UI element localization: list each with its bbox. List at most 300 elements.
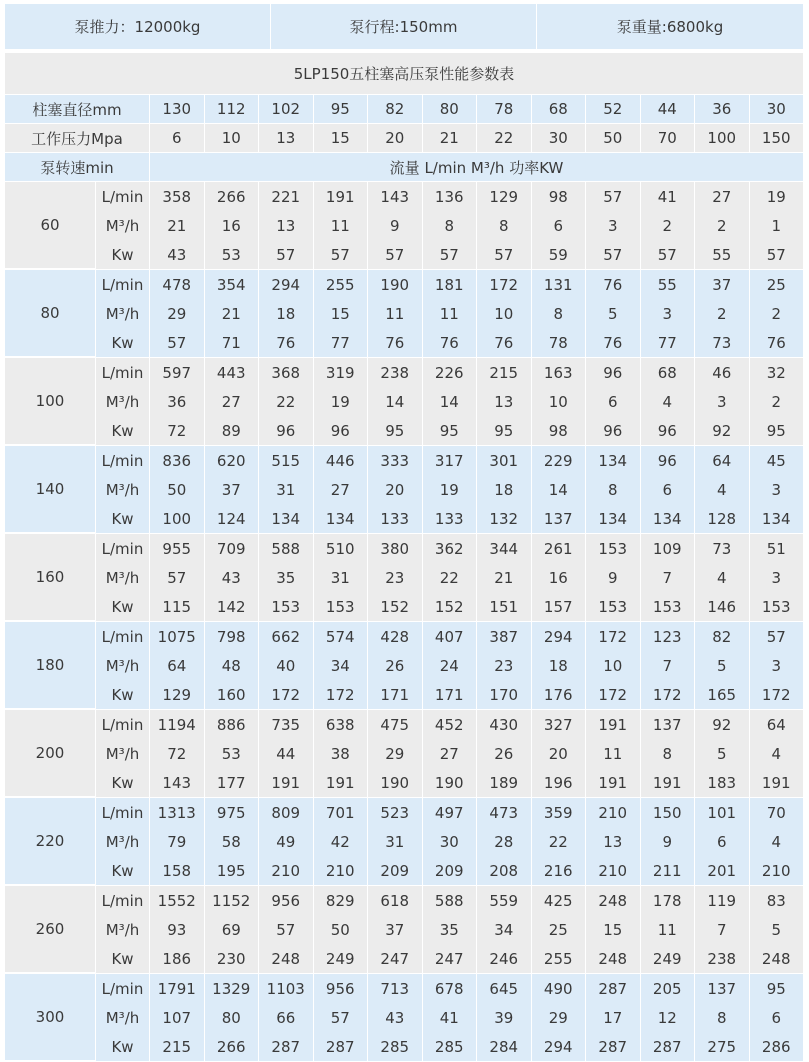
data-value: 319: [314, 358, 369, 387]
data-value: 29: [368, 739, 423, 768]
data-value: 3: [641, 299, 696, 328]
data-value: 209: [368, 856, 423, 885]
data-value: 210: [586, 798, 641, 827]
data-value: 28: [477, 827, 532, 856]
speed-group-header: [5, 974, 150, 1061]
data-value: 123: [641, 622, 696, 651]
data-value: 588: [423, 886, 478, 915]
speed-group: [5, 710, 804, 798]
data-value: 18: [532, 651, 587, 680]
speed-group-header: [5, 446, 150, 533]
data-value: 82: [695, 622, 750, 651]
data-value: 678: [423, 974, 478, 1003]
data-value: 76: [586, 328, 641, 357]
data-value: 317: [423, 446, 478, 475]
data-value: 638: [314, 710, 369, 739]
data-value: 172: [314, 680, 369, 709]
data-value: 51: [750, 534, 805, 563]
data-value: 37: [368, 915, 423, 944]
data-value: 71: [205, 328, 260, 357]
speed-group-header: [5, 358, 150, 445]
data-value: 1152: [205, 886, 260, 915]
speed-group-header: [5, 182, 150, 269]
data-value: 9: [586, 563, 641, 592]
data-value: 294: [532, 622, 587, 651]
diameter-value: 102: [259, 95, 314, 124]
data-value: 1194: [150, 710, 205, 739]
data-value: 14: [368, 387, 423, 416]
data-value: 20: [368, 475, 423, 504]
data-value: 13: [586, 827, 641, 856]
data-value: 247: [423, 944, 478, 973]
data-value: 446: [314, 446, 369, 475]
speed-value: 260: [5, 886, 96, 973]
data-value: 523: [368, 798, 423, 827]
data-value: 171: [368, 680, 423, 709]
data-value: 190: [368, 768, 423, 797]
data-value: 129: [477, 182, 532, 211]
data-value: 57: [750, 622, 805, 651]
data-value: 18: [259, 299, 314, 328]
data-value: 1552: [150, 886, 205, 915]
unit-label: Kw: [96, 592, 150, 621]
data-value: 955: [150, 534, 205, 563]
data-value: 59: [532, 240, 587, 269]
data-value: 38: [314, 739, 369, 768]
data-value: 96: [586, 358, 641, 387]
unit-label: Kw: [96, 240, 150, 269]
data-value: 248: [586, 886, 641, 915]
data-value: 248: [259, 944, 314, 973]
data-value: 5: [695, 739, 750, 768]
unit-label: Kw: [96, 416, 150, 445]
data-value: 21: [205, 299, 260, 328]
data-value: 76: [586, 270, 641, 299]
flow-header-row: [5, 153, 804, 182]
data-value: 96: [259, 416, 314, 445]
data-value: 249: [641, 944, 696, 973]
data-value: 153: [750, 592, 805, 621]
data-value: 83: [750, 886, 805, 915]
table-title-row: [5, 53, 804, 95]
data-value: 55: [695, 240, 750, 269]
data-value: 134: [586, 446, 641, 475]
unit-label: L/min: [96, 446, 150, 475]
data-value: 287: [259, 1032, 314, 1061]
speed-groups: [5, 182, 804, 1062]
data-value: 8: [641, 739, 696, 768]
data-value: 287: [586, 974, 641, 1003]
data-value: 57: [423, 240, 478, 269]
value-row-kw: [150, 328, 804, 357]
data-value: 261: [532, 534, 587, 563]
diameter-value: 44: [641, 95, 696, 124]
data-value: 1791: [150, 974, 205, 1003]
value-row-kw: [150, 680, 804, 709]
unit-label: Kw: [96, 944, 150, 973]
speed-group-values: [150, 886, 804, 973]
value-row-lmin: [150, 446, 804, 475]
data-value: 58: [205, 827, 260, 856]
data-value: 6: [586, 387, 641, 416]
unit-label: M³/h: [96, 1003, 150, 1032]
data-value: 153: [314, 592, 369, 621]
pressure-row: [5, 124, 804, 153]
data-value: 18: [477, 475, 532, 504]
value-row-lmin: [150, 358, 804, 387]
unit-label: Kw: [96, 768, 150, 797]
data-value: 153: [586, 592, 641, 621]
speed-label: 泵转速min: [5, 153, 150, 182]
data-value: 22: [532, 827, 587, 856]
data-value: 597: [150, 358, 205, 387]
data-value: 15: [586, 915, 641, 944]
unit-label: M³/h: [96, 827, 150, 856]
data-value: 2: [641, 211, 696, 240]
data-value: 430: [477, 710, 532, 739]
unit-label: Kw: [96, 680, 150, 709]
data-value: 287: [314, 1032, 369, 1061]
diameter-value: 95: [314, 95, 369, 124]
data-value: 2: [695, 211, 750, 240]
data-value: 76: [368, 328, 423, 357]
data-value: 226: [423, 358, 478, 387]
data-value: 588: [259, 534, 314, 563]
data-value: 45: [750, 446, 805, 475]
table-title: 5LP150五柱塞高压泵性能参数表: [5, 53, 804, 95]
data-value: 211: [641, 856, 696, 885]
speed-value: 200: [5, 710, 96, 797]
data-value: 76: [259, 328, 314, 357]
data-value: 27: [314, 475, 369, 504]
diameter-value: 112: [205, 95, 260, 124]
data-value: 50: [150, 475, 205, 504]
unit-label: M³/h: [96, 387, 150, 416]
data-value: 21: [150, 211, 205, 240]
data-value: 248: [750, 944, 805, 973]
data-value: 93: [150, 915, 205, 944]
data-value: 190: [368, 270, 423, 299]
data-value: 43: [150, 240, 205, 269]
value-row-m3h: [150, 827, 804, 856]
pressure-value: 10: [205, 124, 260, 153]
data-value: 157: [532, 592, 587, 621]
value-row-m3h: [150, 739, 804, 768]
data-value: 95: [750, 416, 805, 445]
data-value: 153: [586, 534, 641, 563]
diameter-value: 68: [532, 95, 587, 124]
data-value: 11: [314, 211, 369, 240]
data-value: 221: [259, 182, 314, 211]
data-value: 22: [259, 387, 314, 416]
data-value: 19: [750, 182, 805, 211]
data-value: 249: [314, 944, 369, 973]
data-value: 20: [532, 739, 587, 768]
data-value: 36: [150, 387, 205, 416]
value-row-kw: [150, 416, 804, 445]
data-value: 809: [259, 798, 314, 827]
data-value: 3: [750, 563, 805, 592]
data-value: 1313: [150, 798, 205, 827]
data-value: 96: [641, 446, 696, 475]
data-value: 96: [314, 416, 369, 445]
data-value: 620: [205, 446, 260, 475]
value-row-kw: [150, 1032, 804, 1061]
data-value: 92: [695, 416, 750, 445]
data-value: 515: [259, 446, 314, 475]
data-value: 115: [150, 592, 205, 621]
speed-group-values: [150, 974, 804, 1061]
data-value: 64: [695, 446, 750, 475]
data-value: 133: [423, 504, 478, 533]
data-value: 23: [477, 651, 532, 680]
data-value: 490: [532, 974, 587, 1003]
data-value: 11: [641, 915, 696, 944]
value-row-lmin: [150, 622, 804, 651]
speed-group-header: [5, 798, 150, 885]
data-value: 151: [477, 592, 532, 621]
data-value: 55: [641, 270, 696, 299]
data-value: 109: [641, 534, 696, 563]
data-value: 35: [423, 915, 478, 944]
data-value: 98: [532, 182, 587, 211]
data-value: 798: [205, 622, 260, 651]
data-value: 176: [532, 680, 587, 709]
data-value: 443: [205, 358, 260, 387]
data-value: 43: [205, 563, 260, 592]
data-value: 79: [150, 827, 205, 856]
data-value: 29: [532, 1003, 587, 1032]
speed-group-header: [5, 270, 150, 357]
data-value: 53: [205, 739, 260, 768]
data-value: 13: [477, 387, 532, 416]
data-value: 46: [695, 358, 750, 387]
data-value: 143: [150, 768, 205, 797]
data-value: 29: [150, 299, 205, 328]
data-value: 559: [477, 886, 532, 915]
data-value: 96: [641, 416, 696, 445]
speed-group: [5, 886, 804, 974]
data-value: 95: [423, 416, 478, 445]
data-value: 246: [477, 944, 532, 973]
data-value: 8: [477, 211, 532, 240]
pressure-value: 20: [368, 124, 423, 153]
pressure-label: 工作压力Mpa: [5, 124, 150, 153]
pressure-value: 15: [314, 124, 369, 153]
pressure-value: 13: [259, 124, 314, 153]
diameter-row: [5, 95, 804, 124]
value-row-m3h: [150, 387, 804, 416]
data-value: 128: [695, 504, 750, 533]
data-value: 210: [259, 856, 314, 885]
data-value: 72: [150, 739, 205, 768]
value-row-lmin: [150, 886, 804, 915]
data-value: 956: [314, 974, 369, 1003]
data-value: 191: [586, 710, 641, 739]
speed-group: [5, 974, 804, 1062]
data-value: 196: [532, 768, 587, 797]
data-value: 26: [368, 651, 423, 680]
data-value: 255: [314, 270, 369, 299]
unit-label: Kw: [96, 328, 150, 357]
data-value: 136: [423, 182, 478, 211]
speed-group-header: [5, 886, 150, 973]
data-value: 146: [695, 592, 750, 621]
data-value: 134: [641, 504, 696, 533]
data-value: 34: [477, 915, 532, 944]
data-value: 229: [532, 446, 587, 475]
value-row-lmin: [150, 182, 804, 211]
speed-group-values: [150, 358, 804, 445]
data-value: 215: [477, 358, 532, 387]
data-value: 191: [586, 768, 641, 797]
diameter-value: 52: [586, 95, 641, 124]
flow-header: 流量 L/min M³/h 功率KW: [150, 153, 804, 182]
data-value: 425: [532, 886, 587, 915]
data-value: 12: [641, 1003, 696, 1032]
data-value: 10: [586, 651, 641, 680]
data-value: 100: [150, 504, 205, 533]
data-value: 510: [314, 534, 369, 563]
data-value: 285: [368, 1032, 423, 1061]
value-row-m3h: [150, 563, 804, 592]
data-value: 153: [641, 592, 696, 621]
value-row-m3h: [150, 475, 804, 504]
data-value: 2: [695, 299, 750, 328]
data-value: 172: [641, 680, 696, 709]
unit-label: L/min: [96, 270, 150, 299]
speed-group: [5, 534, 804, 622]
unit-label: L/min: [96, 974, 150, 1003]
unit-label: M³/h: [96, 563, 150, 592]
speed-group-values: [150, 182, 804, 269]
unit-label: M³/h: [96, 299, 150, 328]
data-value: 165: [695, 680, 750, 709]
data-value: 5: [586, 299, 641, 328]
speed-group-header: [5, 534, 150, 621]
data-value: 19: [423, 475, 478, 504]
data-value: 4: [641, 387, 696, 416]
data-value: 68: [641, 358, 696, 387]
data-value: 30: [423, 827, 478, 856]
data-value: 76: [423, 328, 478, 357]
data-value: 735: [259, 710, 314, 739]
value-row-m3h: [150, 299, 804, 328]
data-value: 6: [532, 211, 587, 240]
data-value: 57: [259, 915, 314, 944]
data-value: 6: [641, 475, 696, 504]
data-value: 73: [695, 534, 750, 563]
data-value: 286: [750, 1032, 805, 1061]
data-value: 4: [750, 739, 805, 768]
speed-group-header: [5, 622, 150, 709]
data-value: 4: [695, 475, 750, 504]
value-row-kw: [150, 944, 804, 973]
data-value: 618: [368, 886, 423, 915]
data-value: 57: [314, 240, 369, 269]
data-value: 3: [750, 475, 805, 504]
unit-label: L/min: [96, 710, 150, 739]
data-value: 210: [586, 856, 641, 885]
diameter-value: 36: [695, 95, 750, 124]
data-value: 77: [314, 328, 369, 357]
speed-value: 80: [5, 270, 96, 357]
data-value: 8: [423, 211, 478, 240]
data-value: 70: [750, 798, 805, 827]
data-value: 358: [150, 182, 205, 211]
data-value: 64: [750, 710, 805, 739]
data-value: 645: [477, 974, 532, 1003]
data-value: 713: [368, 974, 423, 1003]
data-value: 473: [477, 798, 532, 827]
pressure-value: 21: [423, 124, 478, 153]
data-value: 3: [695, 387, 750, 416]
data-value: 301: [477, 446, 532, 475]
data-value: 11: [368, 299, 423, 328]
data-value: 186: [150, 944, 205, 973]
data-value: 78: [532, 328, 587, 357]
data-value: 101: [695, 798, 750, 827]
speed-group-values: [150, 710, 804, 797]
data-value: 181: [423, 270, 478, 299]
speed-group-values: [150, 534, 804, 621]
data-value: 57: [150, 328, 205, 357]
data-value: 41: [423, 1003, 478, 1032]
pump-stroke: 泵行程:150mm: [271, 4, 537, 50]
pressure-value: 30: [532, 124, 587, 153]
data-value: 13: [259, 211, 314, 240]
data-value: 39: [477, 1003, 532, 1032]
data-value: 27: [423, 739, 478, 768]
data-value: 327: [532, 710, 587, 739]
data-value: 238: [368, 358, 423, 387]
speed-group: [5, 270, 804, 358]
data-value: 77: [641, 328, 696, 357]
data-value: 48: [205, 651, 260, 680]
pressure-value: 6: [150, 124, 205, 153]
data-value: 96: [586, 416, 641, 445]
data-value: 131: [532, 270, 587, 299]
data-value: 287: [586, 1032, 641, 1061]
speed-group: [5, 622, 804, 710]
data-value: 19: [314, 387, 369, 416]
speed-group-header: [5, 710, 150, 797]
data-value: 230: [205, 944, 260, 973]
data-value: 701: [314, 798, 369, 827]
data-value: 216: [532, 856, 587, 885]
data-value: 7: [641, 651, 696, 680]
data-value: 208: [477, 856, 532, 885]
data-value: 80: [205, 1003, 260, 1032]
pressure-value: 70: [641, 124, 696, 153]
data-value: 25: [750, 270, 805, 299]
data-value: 836: [150, 446, 205, 475]
data-value: 266: [205, 182, 260, 211]
data-value: 191: [641, 768, 696, 797]
data-value: 275: [695, 1032, 750, 1061]
data-value: 362: [423, 534, 478, 563]
data-value: 15: [314, 299, 369, 328]
data-value: 294: [532, 1032, 587, 1061]
data-value: 183: [695, 768, 750, 797]
data-value: 50: [314, 915, 369, 944]
data-value: 7: [641, 563, 696, 592]
data-value: 191: [314, 768, 369, 797]
data-value: 57: [641, 240, 696, 269]
unit-label: M³/h: [96, 651, 150, 680]
unit-label: Kw: [96, 856, 150, 885]
data-value: 57: [150, 563, 205, 592]
